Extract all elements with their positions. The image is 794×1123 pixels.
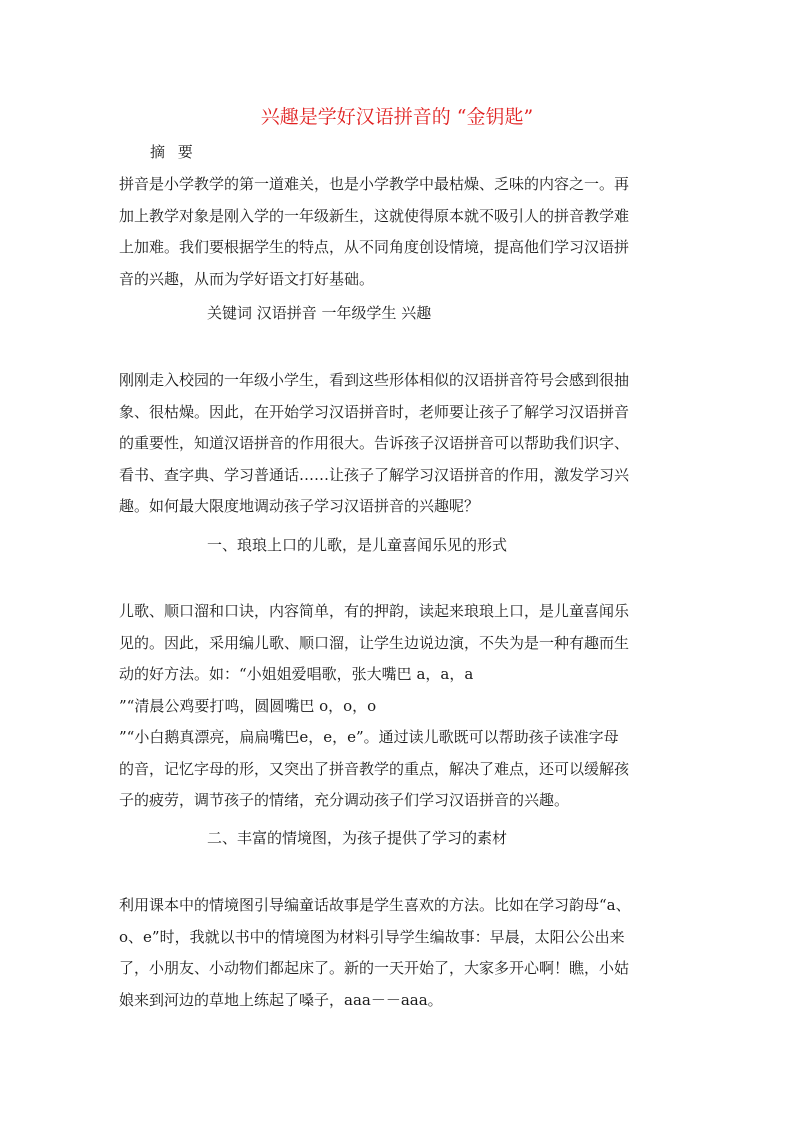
paragraph-line: 的重要性，知道汉语拼音的作用很大。告诉孩子汉语拼音可以帮助我们识字、 bbox=[119, 434, 630, 452]
section-2-paragraph bbox=[119, 890, 681, 1016]
paragraph-line: 见的。因此，采用编儿歌、顺口溜，让学生边说边演，不失为是一种有趣而生 bbox=[119, 633, 630, 652]
document-title: 兴趣是学好汉语拼音的 “金钥匙” bbox=[260, 106, 534, 128]
paragraph-line: 儿歌、顺口溜和口诀，内容简单，有的押韵，读起来琅琅上口，是儿童喜闻乐 bbox=[119, 602, 630, 620]
paragraph-line: 象、很枯燥。因此，在开始学习汉语拼音时，老师要让孩子了解学习汉语拼音 bbox=[119, 402, 630, 421]
paragraph-line: o、e”时，我就以书中的情境图为材料引导学生编故事：早晨，太阳公公出来 bbox=[119, 927, 625, 946]
paragraph-line: 利用课本中的情境图引导编童话故事是学生喜欢的方法。比如在学习韵母“a、 bbox=[119, 896, 631, 914]
paragraph-line: 加上教学对象是刚入学的一年级新生，这就使得原本就不吸引人的拼音教学难 bbox=[119, 206, 630, 225]
paragraph-line: 看书、查字典、学习普通话……让孩子了解学习汉语拼音的作用，激发学习兴 bbox=[119, 465, 630, 484]
paragraph-line: 子的疲劳，调节孩子的情绪，充分调动孩子们学习汉语拼音的兴趣。 bbox=[119, 791, 570, 809]
section-1-paragraph bbox=[119, 596, 681, 817]
paragraph-line: 娘来到河边的草地上练起了嗓子，aaa－－aaa。 bbox=[119, 990, 443, 1009]
paragraph-line: 趣。如何最大限度地调动孩子学习汉语拼音的兴趣呢？ bbox=[119, 497, 480, 515]
intro-paragraph bbox=[119, 365, 681, 523]
section-heading-1: 一、琅琅上口的儿歌，是儿童喜闻乐见的形式 bbox=[207, 536, 508, 554]
paragraph-line: 的音，记忆字母的形，又突出了拼音教学的重点，解决了难点，还可以缓解孩 bbox=[119, 759, 630, 778]
paragraph-line: 了，小朋友、小动物们都起床了。新的一天开始了，大家多开心啊！瞧，小姑 bbox=[119, 959, 630, 977]
abstract-label: 摘 要 bbox=[150, 143, 197, 161]
paragraph-line: 刚刚走入校园的一年级小学生，看到这些形体相似的汉语拼音符号会感到很抽 bbox=[119, 371, 630, 389]
paragraph-line: ”“小白鹅真漂亮，扁扁嘴巴e，e，e”。通过读儿歌既可以帮助孩子读准字母 bbox=[119, 728, 619, 746]
keywords-line: 关键词 汉语拼音 一年级学生 兴趣 bbox=[207, 304, 432, 322]
paragraph-line: 上加难。我们要根据学生的特点，从不同角度创设情境，提高他们学习汉语拼 bbox=[119, 238, 630, 256]
abstract-paragraph bbox=[119, 169, 681, 295]
paragraph-line: 动的好方法。如：“小姐姐爱唱歌，张大嘴巴 a，a，a bbox=[119, 665, 474, 683]
paragraph-line: ”“清晨公鸡要打鸣，圆圆嘴巴 o，o，o bbox=[119, 696, 377, 715]
section-heading-2: 二、丰富的情境图，为孩子提供了学习的素材 bbox=[207, 829, 508, 847]
paragraph-line: 音的兴趣，从而为学好语文打好基础。 bbox=[119, 269, 375, 288]
paragraph-line: 拼音是小学教学的第一道难关，也是小学教学中最枯燥、乏味的内容之一。再 bbox=[119, 175, 630, 193]
